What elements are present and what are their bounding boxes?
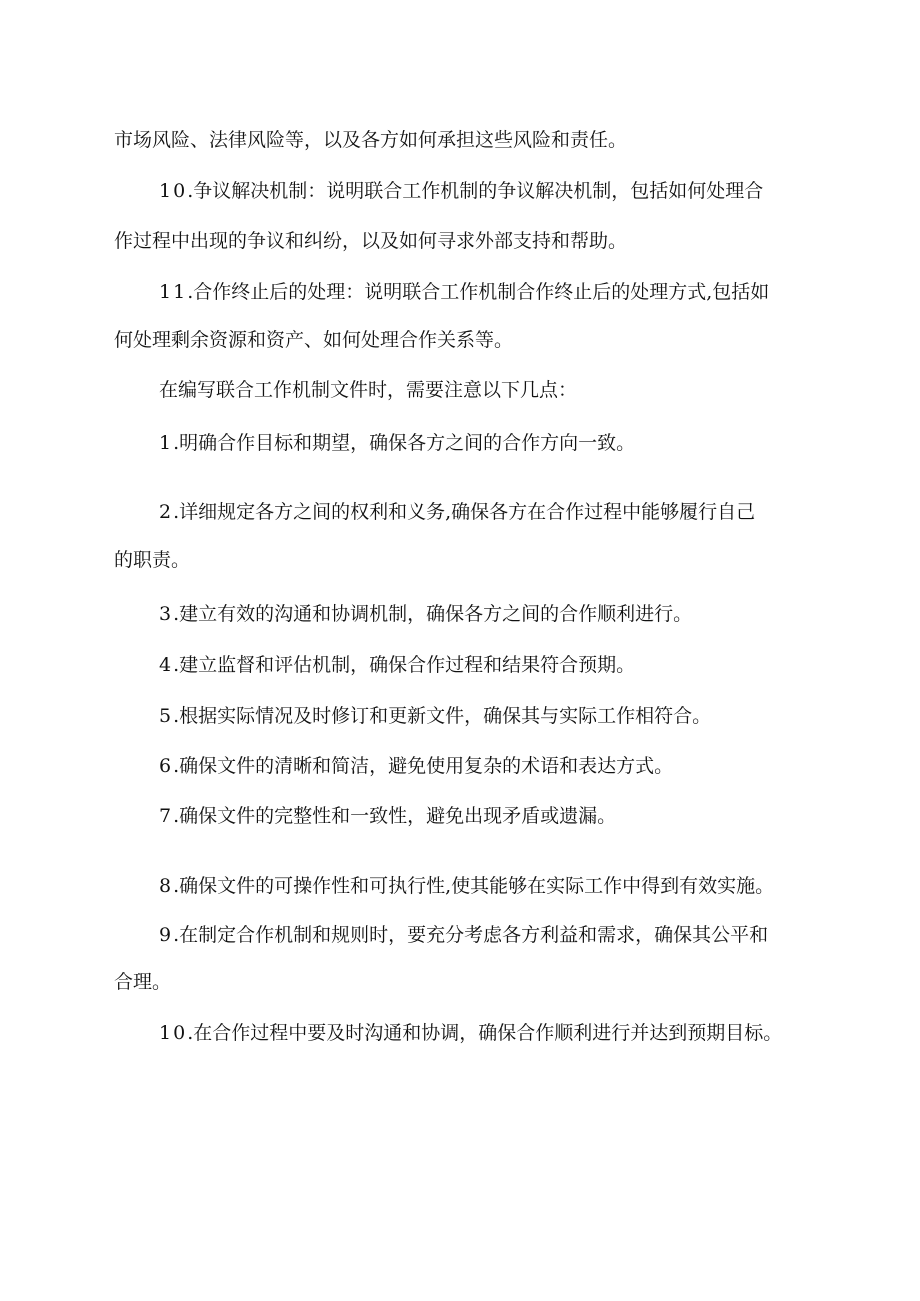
list-item-continuation: [0, 547, 920, 573]
list-item: [0, 703, 920, 729]
item-text: .确保文件的可操作性和可执行性,使其能够在实际工作中得到有效实施。: [173, 875, 775, 897]
list-item: [0, 279, 920, 305]
item-text: .争议解决机制：说明联合工作机制的争议解决机制，包括如何处理合: [187, 180, 764, 202]
item-number: 1: [159, 432, 174, 454]
item-text: .根据实际情况及时修订和更新文件，确保其与实际工作相符合。: [173, 705, 712, 727]
item-text: .详细规定各方之间的权利和义务,确保各方在合作过程中能够履行自己: [173, 501, 756, 523]
item-number: 11: [159, 281, 188, 303]
item-text: 何处理剩余资源和资产、如何处理合作关系等。: [114, 329, 514, 351]
list-item: [0, 922, 920, 948]
item-text: .在合作过程中要及时沟通和协调，确保合作顺利进行并达到预期目标。: [187, 1022, 783, 1044]
intro-paragraph: [0, 377, 920, 403]
list-item-continuation: [0, 969, 920, 995]
list-item: [0, 1020, 920, 1046]
list-item: [0, 803, 920, 829]
list-item: [0, 753, 920, 779]
item-number: 10: [159, 180, 188, 202]
item-text: .确保文件的完整性和一致性，避免出现矛盾或遗漏。: [173, 805, 617, 827]
item-number: 8: [159, 875, 174, 897]
item-text: .明确合作目标和期望，确保各方之间的合作方向一致。: [173, 432, 636, 454]
item-number: 2: [159, 501, 174, 523]
item-text: 作过程中出现的争议和纠纷，以及如何寻求外部支持和帮助。: [114, 230, 628, 252]
item-number: 9: [159, 924, 174, 946]
item-number: 5: [159, 705, 174, 727]
item-number: 6: [159, 755, 174, 777]
item-number: 10: [159, 1022, 188, 1044]
paragraph-text: 市场风险、法律风险等，以及各方如何承担这些风险和责任。: [114, 129, 628, 151]
item-number: 3: [159, 603, 174, 625]
item-text: 合理。: [114, 971, 172, 993]
list-item: [0, 499, 920, 525]
item-text: .建立有效的沟通和协调机制，确保各方之间的合作顺利进行。: [173, 603, 693, 625]
list-item: [0, 652, 920, 678]
paragraph-text: 在编写联合工作机制文件时，需要注意以下几点：: [159, 379, 578, 401]
item-text: 的职责。: [114, 549, 191, 571]
list-item: [0, 430, 920, 456]
list-item: [0, 178, 920, 204]
item-text: .在制定合作机制和规则时，要充分考虑各方利益和需求，确保其公平和: [173, 924, 769, 946]
list-item-continuation: [0, 228, 920, 254]
item-text: .确保文件的清晰和简洁，避免使用复杂的术语和表达方式。: [173, 755, 674, 777]
carryover-paragraph: [0, 127, 920, 153]
list-item: [0, 873, 920, 899]
item-text: .建立监督和评估机制，确保合作过程和结果符合预期。: [173, 654, 636, 676]
item-number: 7: [159, 805, 174, 827]
item-text: .合作终止后的处理：说明联合工作机制合作终止后的处理方式,包括如: [187, 281, 770, 303]
list-item-continuation: [0, 327, 920, 353]
list-item: [0, 601, 920, 627]
item-number: 4: [159, 654, 174, 676]
